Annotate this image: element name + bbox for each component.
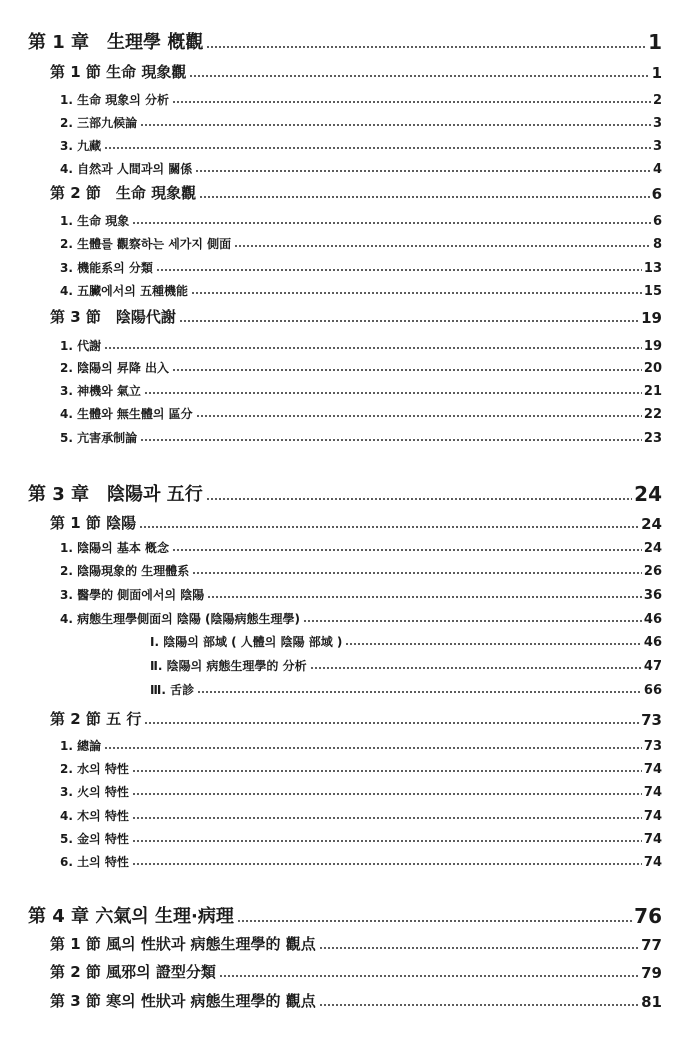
dot-leader [104, 347, 642, 349]
toc-section [50, 934, 662, 954]
dot-leader [132, 840, 642, 842]
page-number: 1 [648, 30, 662, 54]
toc-title: 第 1 節 陰陽 [50, 514, 137, 532]
dot-leader [172, 369, 642, 371]
page-number: 3 [652, 116, 662, 131]
toc-item [60, 759, 662, 777]
toc-title: 1. 總論 [60, 739, 102, 753]
toc-title: 1. 陰陽의 基本 槪念 [60, 541, 170, 555]
page-number: 47 [643, 659, 662, 674]
toc-title: 3. 神機와 氣立 [60, 384, 141, 398]
dot-leader [345, 643, 641, 645]
page-number: 74 [643, 762, 662, 777]
toc-item [60, 136, 662, 154]
toc-title: 第 3 章 陰陽과 五行 [28, 484, 203, 505]
toc-chapter [28, 30, 662, 54]
dot-leader [207, 596, 642, 598]
page-number: 21 [643, 384, 662, 399]
dot-leader [237, 920, 632, 922]
toc-title: 第 2 節 五 行 [50, 710, 142, 728]
toc-title: 1. 生命 現象의 分析 [60, 93, 170, 107]
dot-leader [319, 1004, 639, 1006]
toc-title: 2. 陰陽의 昇降 出入 [60, 361, 170, 375]
toc-title: 4. 五臟에서의 五種機能 [60, 284, 189, 298]
toc-section [50, 962, 662, 982]
page-number: 74 [643, 809, 662, 824]
toc-item [60, 852, 662, 870]
toc-title: 1. 生命 現象 [60, 214, 130, 228]
dot-leader [319, 947, 639, 949]
toc-title: 3. 九藏 [60, 139, 102, 153]
dot-leader [189, 75, 649, 77]
toc-subitem [150, 632, 662, 650]
toc-item [60, 806, 662, 824]
page-number: 74 [643, 855, 662, 870]
toc-item [60, 609, 662, 627]
dot-leader [179, 320, 639, 322]
toc-title: 6. 土의 特性 [60, 855, 129, 869]
page-number: 46 [643, 612, 662, 627]
dot-leader [219, 975, 639, 977]
page-number: 79 [641, 964, 662, 982]
toc-section [50, 709, 662, 729]
page-number: 6 [652, 214, 662, 229]
toc-item [60, 585, 662, 603]
toc-title: 4. 自然과 人間과의 關係 [60, 162, 193, 176]
toc-title: 第 2 節 風邪의 證型分類 [50, 963, 216, 981]
page-number: 3 [652, 139, 662, 154]
toc-chapter [28, 482, 662, 506]
toc-title: 3. 機能系의 分類 [60, 261, 153, 275]
toc-chapter [28, 904, 662, 928]
page-number: 2 [652, 93, 662, 108]
dot-leader [172, 549, 642, 551]
page-number: 36 [643, 588, 662, 603]
dot-leader [192, 572, 642, 574]
toc-title: 1. 代謝 [60, 339, 102, 353]
toc-title: 第 4 章 六氣의 生理·病理 [28, 906, 234, 927]
dot-leader [132, 793, 642, 795]
toc-item [60, 829, 662, 847]
page-number: 22 [643, 407, 662, 422]
page-number: 24 [641, 515, 662, 533]
toc-item [60, 561, 662, 579]
dot-leader [104, 747, 642, 749]
dot-leader [196, 415, 642, 417]
page-number: 15 [643, 284, 662, 299]
toc-title: 第 3 節 寒의 性狀과 病態生理學的 觀点 [50, 992, 316, 1010]
toc-title: Ⅱ. 陰陽의 病態生理學的 分析 [150, 659, 307, 673]
page-number: 26 [643, 564, 662, 579]
toc-title: 5. 亢害承制論 [60, 431, 138, 445]
page-number: 66 [643, 683, 662, 698]
toc-item [60, 234, 662, 252]
toc-title: 2. 陰陽現象的 生理體系 [60, 564, 190, 578]
toc-item [60, 258, 662, 276]
toc-title: 第 1 節 風의 性狀과 病態生理學的 觀点 [50, 935, 316, 953]
dot-leader [234, 245, 651, 247]
toc-title: Ⅰ. 陰陽의 部域 ( 人體의 陰陽 部域 ) [150, 635, 343, 649]
dot-leader [104, 147, 651, 149]
toc-subitem [150, 656, 662, 674]
dot-leader [172, 101, 651, 103]
dot-leader [144, 392, 642, 394]
page-number: 19 [643, 339, 662, 354]
dot-leader [140, 124, 651, 126]
page-number: 23 [643, 431, 662, 446]
dot-leader [206, 46, 646, 48]
toc-item [60, 736, 662, 754]
page-number: 4 [652, 162, 662, 177]
page-number: 1 [651, 64, 662, 82]
page-number: 73 [641, 711, 662, 729]
page-number: 81 [641, 993, 662, 1011]
dot-leader [195, 170, 651, 172]
toc-section [50, 513, 662, 533]
toc-title: 3. 火의 特性 [60, 785, 129, 799]
toc-title: 2. 生體를 觀察하는 세가지 側面 [60, 237, 232, 251]
toc-title: 4. 病態生理學側面의 陰陽 (陰陽病態生理學) [60, 612, 301, 626]
toc-title: 4. 生體와 無生體의 區分 [60, 407, 193, 421]
dot-leader [139, 526, 639, 528]
toc-title: 第 1 章 生理學 槪觀 [28, 32, 204, 53]
toc-item [60, 381, 662, 399]
toc-item [60, 281, 662, 299]
page-number: 46 [643, 635, 662, 650]
page-number: 20 [643, 361, 662, 376]
toc-item [60, 113, 662, 131]
toc-title: 4. 木의 特性 [60, 809, 129, 823]
dot-leader [206, 498, 632, 500]
toc-title: 3. 醫學的 側面에서의 陰陽 [60, 588, 205, 602]
toc-section [50, 991, 662, 1011]
page-number: 77 [641, 936, 662, 954]
dot-leader [303, 620, 642, 622]
dot-leader [132, 770, 642, 772]
toc-title: 第 1 節 生命 現象觀 [50, 63, 187, 81]
dot-leader [156, 269, 642, 271]
toc-section [50, 183, 662, 203]
toc-item [60, 782, 662, 800]
page-number: 73 [643, 739, 662, 754]
dot-leader [144, 722, 639, 724]
dot-leader [310, 667, 642, 669]
toc-item [60, 336, 662, 354]
toc-title: 2. 三部九候論 [60, 116, 138, 130]
toc-section [50, 307, 662, 327]
dot-leader [199, 196, 649, 198]
dot-leader [140, 439, 642, 441]
toc-item [60, 159, 662, 177]
toc-title: 5. 金의 特性 [60, 832, 129, 846]
page-number: 76 [634, 904, 662, 928]
dot-leader [191, 292, 642, 294]
toc-title: 第 2 節 生命 現象觀 [50, 184, 197, 202]
page-number: 74 [643, 832, 662, 847]
toc-item [60, 358, 662, 376]
toc-title: Ⅲ. 舌診 [150, 683, 195, 697]
page-number: 8 [652, 237, 662, 252]
dot-leader [132, 817, 642, 819]
toc-title: 第 3 節 陰陽代謝 [50, 308, 176, 326]
dot-leader [132, 222, 651, 224]
page-number: 24 [634, 482, 662, 506]
page-number: 13 [643, 261, 662, 276]
toc-subitem [150, 680, 662, 698]
toc-item [60, 538, 662, 556]
page-number: 74 [643, 785, 662, 800]
page-number: 19 [641, 309, 662, 327]
toc-item [60, 211, 662, 229]
toc-item [60, 428, 662, 446]
toc-section [50, 62, 662, 82]
toc-item [60, 90, 662, 108]
toc-item [60, 404, 662, 422]
toc-title: 2. 水의 特性 [60, 762, 129, 776]
dot-leader [197, 691, 642, 693]
page-number: 24 [643, 541, 662, 556]
dot-leader [132, 863, 642, 865]
page-number: 6 [651, 185, 662, 203]
